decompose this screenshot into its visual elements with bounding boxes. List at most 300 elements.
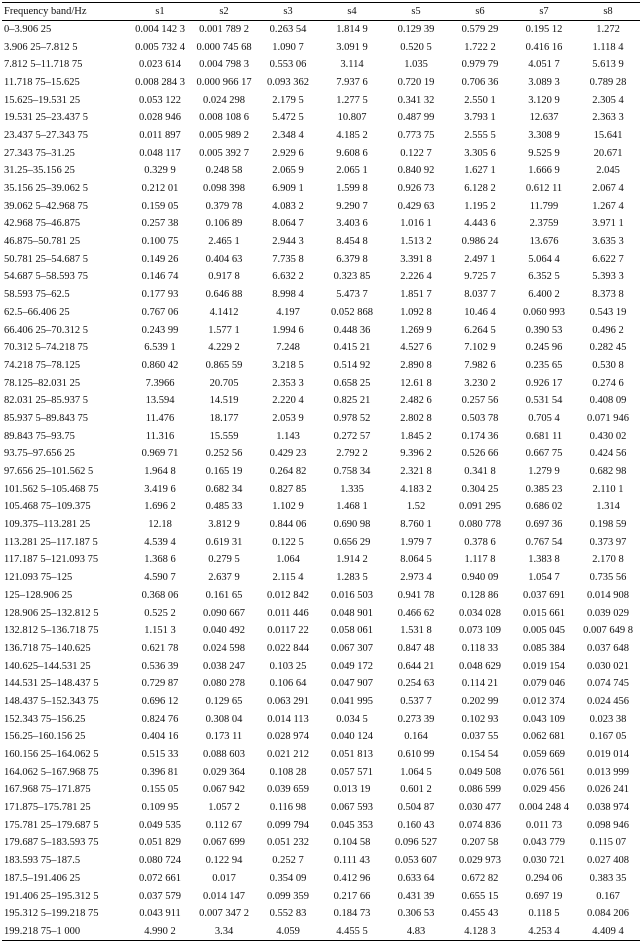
value-cell: 0.011 73	[525, 819, 563, 831]
value-cell: 1.064	[276, 554, 300, 566]
value-cell: 0.019 154	[523, 660, 565, 672]
value-cell: 0.917 8	[208, 271, 240, 283]
value-cell: 20.671	[593, 147, 623, 159]
value-cell: 4.253 4	[512, 923, 576, 941]
value-cell: 1.52	[406, 501, 426, 513]
value-cell: 0.129 65	[205, 695, 243, 707]
value-cell: 0.520 5	[400, 41, 432, 53]
value-cell: 0.177 93	[141, 289, 179, 301]
value-cell: 4.185 2	[336, 129, 368, 141]
frequency-band-cell: 3.906 25–7.812 5	[4, 41, 78, 53]
value-cell: 0.040 124	[331, 731, 373, 743]
value-cell: 0.053 122	[139, 94, 181, 106]
value-cell: 0.001 789 2	[199, 24, 249, 36]
table-row	[2, 233, 640, 251]
value-cell: 0.824 76	[141, 713, 179, 725]
value-cell: 0.655 15	[461, 890, 499, 902]
table-row	[2, 533, 640, 551]
value-cell: 0.243 99	[141, 324, 179, 336]
value-cell: 5.393 3	[592, 271, 624, 283]
value-cell: 3.419 6	[144, 483, 176, 495]
value-cell: 0.429 23	[269, 448, 307, 460]
value-cell: 0.088 603	[203, 749, 245, 761]
table-row	[2, 710, 640, 728]
table-row	[2, 905, 640, 923]
frequency-band-cell: 23.437 5–27.343 75	[4, 129, 88, 141]
value-cell: 4.527 6	[400, 342, 432, 354]
value-cell: 0.257 38	[141, 218, 179, 230]
value-cell: 1.054 7	[528, 572, 560, 584]
value-cell: 1.269 9	[400, 324, 432, 336]
frequency-band-cell: 27.343 75–31.25	[4, 147, 75, 159]
value-cell: 0.063 291	[267, 695, 309, 707]
value-cell: 0.071 946	[587, 412, 629, 424]
table-row	[2, 127, 640, 145]
value-cell: 4.455 5	[320, 923, 384, 941]
value-cell: 1.195 2	[464, 200, 496, 212]
value-cell: 0.758 34	[333, 466, 371, 478]
value-cell: 0.043 779	[523, 837, 565, 849]
table-row	[2, 569, 640, 587]
value-cell: 0.429 63	[397, 200, 435, 212]
value-cell: 0.099 794	[267, 819, 309, 831]
value-cell: 12.637	[529, 112, 559, 124]
value-cell: 0.282 45	[589, 342, 627, 354]
value-cell: 0.014 147	[203, 890, 245, 902]
value-cell: 0.037 691	[523, 589, 565, 601]
value-cell: 14.519	[209, 395, 239, 407]
value-cell: 0.195 12	[525, 24, 563, 36]
value-cell: 0.825 21	[333, 395, 371, 407]
value-cell: 4.183 2	[400, 483, 432, 495]
frequency-band-cell: 105.468 75–109.375	[4, 501, 91, 513]
value-cell: 0.368 06	[141, 589, 179, 601]
value-cell: 0.100 75	[141, 236, 179, 248]
value-cell: 1.696 2	[144, 501, 176, 513]
value-cell: 0.000 745 68	[196, 41, 252, 53]
table-row	[2, 339, 640, 357]
value-cell: 9.725 7	[464, 271, 496, 283]
value-cell: 0.720 19	[397, 76, 435, 88]
value-cell: 0.926 17	[525, 377, 563, 389]
frequency-band-cell: 58.593 75–62.5	[4, 289, 70, 301]
value-cell: 0.341 32	[397, 94, 435, 106]
header-frequency-band: Frequency band/Hz	[2, 3, 128, 21]
value-cell: 0.048 629	[459, 660, 501, 672]
frequency-band-cell: 85.937 5–89.843 75	[4, 412, 88, 424]
value-cell: 0.057 571	[331, 766, 373, 778]
value-cell: 1.118 4	[592, 41, 624, 53]
value-cell: 0.049 508	[459, 766, 501, 778]
value-cell: 0.773 75	[397, 129, 435, 141]
value-cell: 0.696 12	[141, 695, 179, 707]
value-cell: 0.160 43	[397, 819, 435, 831]
table-row	[2, 21, 640, 39]
value-cell: 0.090 667	[203, 607, 245, 619]
value-cell: 3.305 6	[464, 147, 496, 159]
table-header	[2, 3, 640, 21]
value-cell: 0.004 248 4	[519, 802, 569, 814]
value-cell: 2.465 1	[208, 236, 240, 248]
value-cell: 2.929 6	[272, 147, 304, 159]
value-cell: 0.979 79	[461, 59, 499, 71]
frequency-band-cell: 78.125–82.031 25	[4, 377, 81, 389]
value-cell: 1.117 8	[464, 554, 496, 566]
frequency-band-cell: 74.218 75–78.125	[4, 359, 81, 371]
value-cell: 0.062 681	[523, 731, 565, 743]
value-cell: 0.207 58	[461, 837, 499, 849]
value-cell: 0.341 8	[464, 466, 496, 478]
value-cell: 1.468 1	[336, 501, 368, 513]
value-cell: 0.023 38	[589, 713, 627, 725]
value-cell: 9.608 6	[336, 147, 368, 159]
value-cell: 0.034 5	[336, 713, 368, 725]
value-cell: 0.129 39	[397, 24, 435, 36]
header-s3: s3	[256, 3, 320, 21]
value-cell: 0.039 029	[587, 607, 629, 619]
value-cell: 0.408 09	[589, 395, 627, 407]
table-row	[2, 91, 640, 109]
header-row	[2, 3, 640, 21]
value-cell: 0.076 561	[523, 766, 565, 778]
value-cell: 0.612 11	[525, 183, 563, 195]
value-cell: 0.644 21	[397, 660, 435, 672]
value-cell: 2.353 3	[272, 377, 304, 389]
value-cell: 0.681 11	[525, 430, 563, 442]
table-row	[2, 587, 640, 605]
frequency-band-cell: 113.281 25–117.187 5	[4, 536, 98, 548]
value-cell: 0.037 579	[139, 890, 181, 902]
value-cell: 0.013 999	[587, 766, 629, 778]
value-cell: 5.613 9	[592, 59, 624, 71]
frequency-band-cell: 128.906 25–132.812 5	[4, 607, 99, 619]
value-cell: 0.252 56	[205, 448, 243, 460]
value-cell: 0.308 04	[205, 713, 243, 725]
frequency-band-cell: 179.687 5–183.593 75	[4, 837, 99, 849]
table-row	[2, 197, 640, 215]
value-cell: 0.098 398	[203, 183, 245, 195]
value-cell: 6.909 1	[272, 183, 304, 195]
value-cell: 0.174 36	[461, 430, 499, 442]
table-row	[2, 551, 640, 569]
value-cell: 2.305 4	[592, 94, 624, 106]
value-cell: 1.064 5	[400, 766, 432, 778]
value-cell: 1.143	[276, 430, 300, 442]
value-cell: 0.847 48	[397, 642, 435, 654]
frequency-band-cell: 148.437 5–152.343 75	[4, 695, 99, 707]
table-row	[2, 427, 640, 445]
frequency-band-cell: 171.875–175.781 25	[4, 802, 91, 814]
value-cell: 7.735 8	[272, 253, 304, 265]
value-cell: 0.096 527	[395, 837, 437, 849]
value-cell: 0.385 23	[525, 483, 563, 495]
value-cell: 0.690 98	[333, 519, 371, 531]
value-cell: 1.964 8	[144, 466, 176, 478]
table-row	[2, 675, 640, 693]
value-cell: 2.3759	[529, 218, 559, 230]
value-cell: 3.403 6	[336, 218, 368, 230]
value-cell: 0.159 05	[141, 200, 179, 212]
value-cell: 0.051 813	[331, 749, 373, 761]
value-cell: 6.400 2	[528, 289, 560, 301]
value-cell: 0.073 109	[459, 625, 501, 637]
value-cell: 0.767 54	[525, 536, 563, 548]
header-s5: s5	[384, 3, 448, 21]
frequency-band-cell: 144.531 25–148.437 5	[4, 678, 99, 690]
value-cell: 0.149 26	[141, 253, 179, 265]
value-cell: 0.154 54	[461, 749, 499, 761]
table-row	[2, 516, 640, 534]
value-cell: 1.994 6	[272, 324, 304, 336]
value-cell: 0.767 06	[141, 306, 179, 318]
value-cell: 0.007 649 8	[583, 625, 633, 637]
value-cell: 8.760 1	[400, 519, 432, 531]
value-cell: 0.037 55	[461, 731, 499, 743]
value-cell: 0.633 64	[397, 872, 435, 884]
value-cell: 0.022 844	[267, 642, 309, 654]
value-cell: 0.098 946	[587, 819, 629, 831]
value-cell: 0.789 28	[589, 76, 627, 88]
value-cell: 3.091 9	[336, 41, 368, 53]
value-cell: 0.264 82	[269, 466, 307, 478]
frequency-band-cell: 136.718 75–140.625	[4, 642, 91, 654]
value-cell: 3.391 8	[400, 253, 432, 265]
value-cell: 1.599 8	[336, 183, 368, 195]
value-cell: 1.151 3	[144, 625, 176, 637]
table-row	[2, 109, 640, 127]
frequency-band-cell: 35.156 25–39.062 5	[4, 183, 88, 195]
value-cell: 0.146 74	[141, 271, 179, 283]
value-cell: 4.051 7	[528, 59, 560, 71]
value-cell: 0.552 83	[269, 908, 307, 920]
value-cell: 0.051 829	[139, 837, 181, 849]
value-cell: 0.118 33	[461, 642, 499, 654]
frequency-band-cell: 70.312 5–74.218 75	[4, 342, 88, 354]
value-cell: 0.514 92	[333, 359, 371, 371]
value-cell: 10.807	[337, 112, 367, 124]
value-cell: 2.348 4	[272, 129, 304, 141]
frequency-band-cell: 42.968 75–46.875	[4, 218, 81, 230]
value-cell: 1.845 2	[400, 430, 432, 442]
frequency-band-cell: 62.5–66.406 25	[4, 306, 70, 318]
value-cell: 0.729 87	[141, 678, 179, 690]
value-cell: 0.173 11	[205, 731, 243, 743]
value-cell: 3.812 9	[208, 519, 240, 531]
value-cell: 2.802 8	[400, 412, 432, 424]
frequency-band-cell: 167.968 75–171.875	[4, 784, 91, 796]
value-cell: 15.559	[209, 430, 239, 442]
value-cell: 0.080 278	[203, 678, 245, 690]
frequency-band-cell: 152.343 75–156.25	[4, 713, 86, 725]
value-cell: 6.632 2	[272, 271, 304, 283]
frequency-band-cell: 109.375–113.281 25	[4, 519, 91, 531]
value-cell: 2.973 4	[400, 572, 432, 584]
value-cell: 0.252 7	[272, 855, 304, 867]
frequency-band-cell: 89.843 75–93.75	[4, 430, 75, 442]
value-cell: 0.112 67	[205, 819, 243, 831]
value-cell: 1.335	[340, 483, 364, 495]
value-cell: 0.601 2	[400, 784, 432, 796]
value-cell: 0.111 43	[334, 855, 370, 867]
value-cell: 2.170 8	[592, 554, 624, 566]
value-cell: 2.792 2	[336, 448, 368, 460]
value-cell: 0.049 535	[139, 819, 181, 831]
value-cell: 0.496 2	[592, 324, 624, 336]
value-cell: 0.029 456	[523, 784, 565, 796]
value-cell: 0.840 92	[397, 165, 435, 177]
frequency-band-cell: 11.718 75–15.625	[4, 76, 80, 88]
value-cell: 0.0117 22	[267, 625, 309, 637]
value-cell: 0.430 02	[589, 430, 627, 442]
value-cell: 6.379 8	[336, 253, 368, 265]
value-cell: 0.378 6	[464, 536, 496, 548]
value-cell: 0.860 42	[141, 359, 179, 371]
value-cell: 0.235 65	[525, 359, 563, 371]
value-cell: 1.283 5	[336, 572, 368, 584]
value-cell: 0.646 88	[205, 289, 243, 301]
value-cell: 0.263 54	[269, 24, 307, 36]
value-cell: 8.064 7	[272, 218, 304, 230]
value-cell: 0.012 374	[523, 695, 565, 707]
value-cell: 2.110 1	[592, 483, 624, 495]
value-cell: 2.890 8	[400, 359, 432, 371]
table-row	[2, 640, 640, 658]
value-cell: 0.085 384	[523, 642, 565, 654]
table-row	[2, 763, 640, 781]
value-cell: 0.038 974	[587, 802, 629, 814]
value-cell: 0.052 868	[331, 306, 373, 318]
value-cell: 0.202 99	[461, 695, 499, 707]
value-cell: 0.030 477	[459, 802, 501, 814]
value-cell: 0.114 21	[461, 678, 499, 690]
value-cell: 2.944 3	[272, 236, 304, 248]
value-cell: 0.028 974	[267, 731, 309, 743]
value-cell: 2.482 6	[400, 395, 432, 407]
value-cell: 13.676	[529, 236, 559, 248]
value-cell: 0.005 732 4	[135, 41, 185, 53]
value-cell: 3.793 1	[464, 112, 496, 124]
value-cell: 0.165 19	[205, 466, 243, 478]
value-cell: 11.799	[529, 200, 559, 212]
header-s8: s8	[576, 3, 640, 21]
value-cell: 0.067 307	[331, 642, 373, 654]
frequency-band-cell: 191.406 25–195.312 5	[4, 890, 99, 902]
value-cell: 4.083 2	[272, 200, 304, 212]
value-cell: 2.065 9	[272, 165, 304, 177]
value-cell: 0.024 298	[203, 94, 245, 106]
table-row	[2, 321, 640, 339]
value-cell: 3.971 1	[592, 218, 624, 230]
value-cell: 0.116 98	[269, 802, 307, 814]
value-cell: 2.550 1	[464, 94, 496, 106]
table-row	[2, 887, 640, 905]
value-cell: 0.272 57	[333, 430, 371, 442]
value-cell: 0.487 99	[397, 112, 435, 124]
value-cell: 0.537 7	[400, 695, 432, 707]
frequency-band-cell: 187.5–191.406 25	[4, 872, 81, 884]
frequency-band-cell: 19.531 25–23.437 5	[4, 112, 88, 124]
value-cell: 0.049 172	[331, 660, 373, 672]
value-cell: 0.164	[404, 731, 428, 743]
frequency-band-cell: 39.062 5–42.968 75	[4, 200, 88, 212]
table-row	[2, 215, 640, 233]
value-cell: 0.039 659	[267, 784, 309, 796]
value-cell: 0.254 63	[397, 678, 435, 690]
value-cell: 0.431 39	[397, 890, 435, 902]
frequency-band-table	[2, 2, 640, 941]
value-cell: 0.115 07	[589, 837, 627, 849]
value-cell: 0.448 36	[333, 324, 371, 336]
value-cell: 0.294 06	[525, 872, 563, 884]
value-cell: 0.048 901	[331, 607, 373, 619]
value-cell: 7.3966	[145, 377, 175, 389]
value-cell: 0.827 85	[269, 483, 307, 495]
value-cell: 0.515 33	[141, 749, 179, 761]
value-cell: 0.941 78	[397, 589, 435, 601]
value-cell: 1.722 2	[464, 41, 496, 53]
value-cell: 2.226 4	[400, 271, 432, 283]
value-cell: 0.184 73	[333, 908, 371, 920]
table-row	[2, 38, 640, 56]
value-cell: 0.485 33	[205, 501, 243, 513]
value-cell: 0.304 25	[461, 483, 499, 495]
value-cell: 0.198 59	[589, 519, 627, 531]
value-cell: 18.177	[209, 412, 239, 424]
value-cell: 0.103 25	[269, 660, 307, 672]
value-cell: 0.091 295	[459, 501, 501, 513]
table-row	[2, 746, 640, 764]
value-cell: 0.865 59	[205, 359, 243, 371]
table-row	[2, 410, 640, 428]
table-row	[2, 162, 640, 180]
value-cell: 0.274 6	[592, 377, 624, 389]
value-cell: 2.053 9	[272, 412, 304, 424]
value-cell: 0.424 56	[589, 448, 627, 460]
value-cell: 0.048 117	[139, 147, 181, 159]
table-row	[2, 180, 640, 198]
value-cell: 6.352 5	[528, 271, 560, 283]
value-cell: 2.067 4	[592, 183, 624, 195]
table-row	[2, 852, 640, 870]
frequency-band-cell: 199.218 75–1 000	[2, 923, 128, 941]
value-cell: 3.114	[340, 59, 364, 71]
value-cell: 0.040 492	[203, 625, 245, 637]
value-cell: 0.682 98	[589, 466, 627, 478]
frequency-band-cell: 82.031 25–85.937 5	[4, 395, 88, 407]
table-row	[2, 392, 640, 410]
value-cell: 0.543 19	[589, 306, 627, 318]
value-cell: 0.530 8	[592, 359, 624, 371]
table-row	[2, 604, 640, 622]
value-cell: 0.354 09	[269, 872, 307, 884]
value-cell: 0.108 28	[269, 766, 307, 778]
value-cell: 0.008 284 3	[135, 76, 185, 88]
value-cell: 0.000 966 17	[196, 76, 252, 88]
value-cell: 2.363 3	[592, 112, 624, 124]
value-cell: 4.197	[276, 306, 300, 318]
value-cell: 0.029 364	[203, 766, 245, 778]
frequency-band-cell: 164.062 5–167.968 75	[4, 766, 99, 778]
value-cell: 0.027 408	[587, 855, 629, 867]
value-cell: 1.314	[596, 501, 620, 513]
value-cell: 0.014 113	[267, 713, 309, 725]
value-cell: 6.128 2	[464, 183, 496, 195]
value-cell: 0.059 669	[523, 749, 565, 761]
value-cell: 2.065 1	[336, 165, 368, 177]
value-cell: 1.277 5	[336, 94, 368, 106]
value-cell: 1.016 1	[400, 218, 432, 230]
value-cell: 0.093 362	[267, 76, 309, 88]
